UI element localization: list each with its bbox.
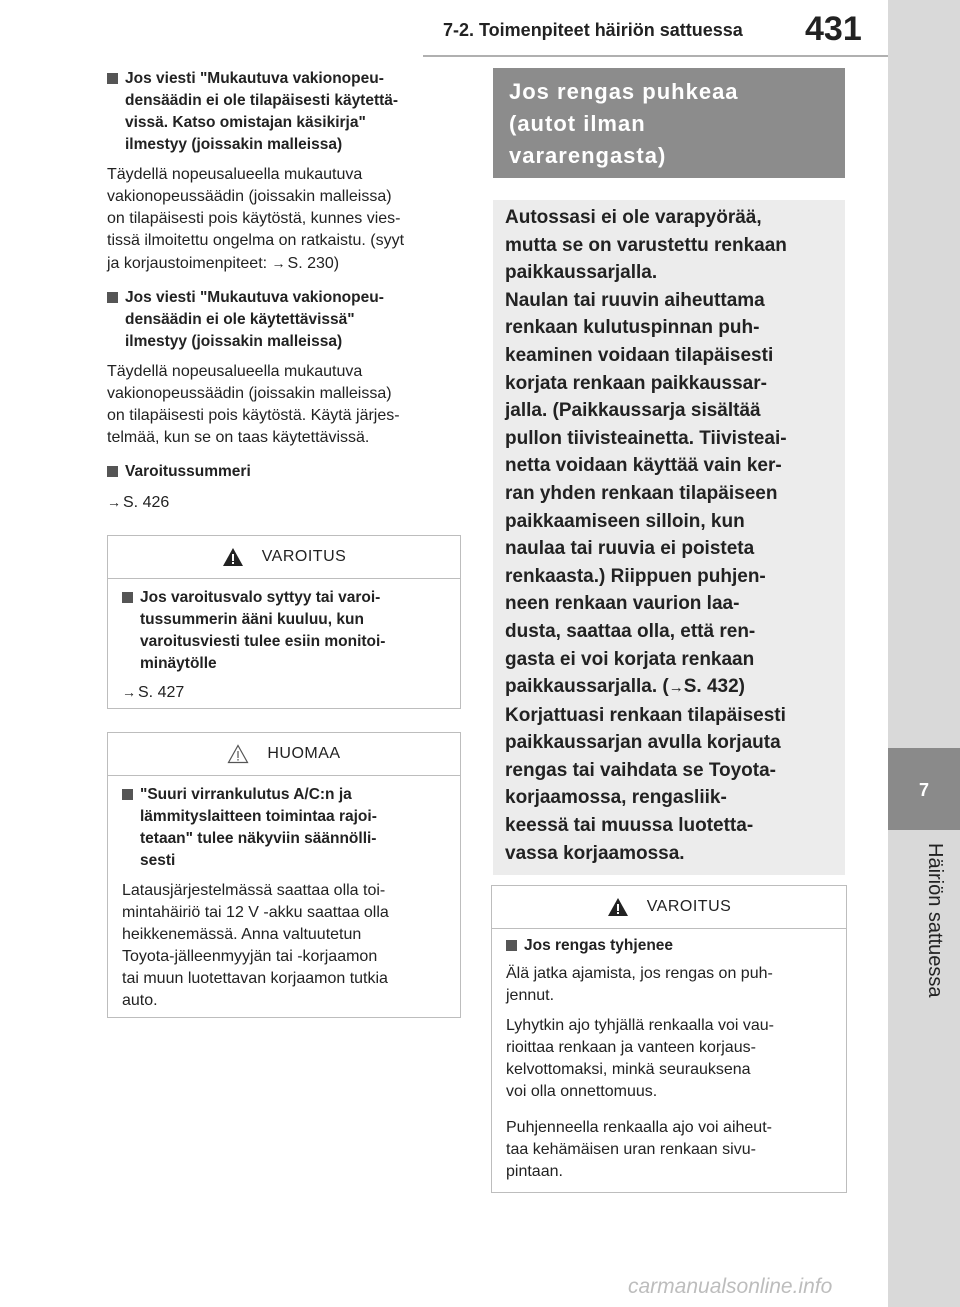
arrow-right-icon: →	[122, 684, 136, 700]
arrow-right-icon: →	[668, 679, 684, 697]
notice-box-header	[108, 733, 460, 776]
notice-box-body	[108, 776, 460, 1022]
warning-box-title: VAROITUS	[646, 898, 732, 915]
page-reference-link[interactable]: S. 427	[138, 684, 185, 701]
arrow-right-icon: →	[107, 494, 121, 510]
left-column	[107, 68, 463, 526]
watermark: carmanualsonline.info	[628, 1275, 833, 1298]
warning-heading	[122, 587, 446, 675]
section-body: Täydellä nopeusalueella mukautuva vakionopeussäädin (joissakin malleissa) on tilapäisesti pois käytöstä. Käytä järjes- telmää, kun se on taas käytettävissä.	[107, 363, 400, 446]
caution-triangle-icon	[227, 744, 249, 764]
bullet-square-icon	[107, 73, 118, 84]
chapter-number: 7	[918, 780, 929, 800]
warning-box-header	[108, 536, 460, 579]
bullet-square-icon	[506, 940, 517, 951]
notice-heading	[122, 784, 446, 872]
warning-paragraph: Älä jatka ajamista, jos rengas on puh- jennut.	[506, 965, 773, 1004]
warning-box-header	[492, 886, 846, 929]
section-heading	[107, 461, 463, 483]
topic-banner	[493, 68, 845, 178]
notice-heading-text: "Suuri virrankulutus A/C:n ja lämmityslaitteen toimintaa rajoi- tetaan" tulee näkyviin säännölli- sesti	[140, 786, 377, 869]
notice-box-title: HUOMAA	[267, 745, 341, 762]
warning-box	[491, 885, 847, 1193]
bullet-square-icon	[122, 592, 133, 603]
warning-box	[107, 535, 461, 709]
warning-paragraph: Puhjenneella renkaalla ajo voi aiheut- taa kehämäisen uran renkaan sivu- pintaan.	[506, 1119, 772, 1180]
arrow-right-icon: →	[271, 255, 286, 271]
section-heading	[107, 287, 463, 353]
intro-text-part: Korjattuasi renkaan tilapäisesti paikkaussarjan avulla korjauta rengas tai vaihdata se Toyota- korjaamossa, rengasliik- keessä tai muussa luotetta- vassa korjaamossa.	[505, 704, 786, 864]
page-reference-link[interactable]: S. 432)	[683, 676, 745, 698]
section-body-text: Täydellä nopeusalueella mukautuva vakionopeussäädin (joissakin malleissa) on tilapäisesti pois käytöstä, kunnes vies- tissä ilmoitettu ongelma on ratkaistu. (syyt ja korjaustoimenpiteet:	[107, 166, 405, 272]
intro-text-part: Autossasi ei ole varapyörää, mutta se on varustettu renkaan paikkaussarjalla. Naulan tai ruuvin aiheuttama renkaan kulutuspinnan puh- keaminen voidaan tilapäisesti korjata renkaan paikkaussar- jalla. (Paikkaussarja sisältää pullon tiivisteainetta. Tiivisteai- netta voidaan käyttää vain ker- ran yhden renkaan tilapäiseen paikkaamiseen silloin, kun naulaa tai ruuvia ei poisteta renkaasta.) Riippuen puhjen- neen renkaan vaurion laa- dusta, saattaa olla, että ren- gasta ei voi korjata renkaan paikkaussarjalla. (	[505, 207, 787, 698]
warning-heading-text: Jos varoitusvalo syttyy tai varoi- tussummerin ääni kuuluu, kun varoitusviesti tulee esiin monitoi- minäytölle	[140, 589, 386, 672]
section-body	[107, 491, 463, 514]
bullet-square-icon	[122, 789, 133, 800]
chapter-label: Häiriön sattuessa	[924, 843, 946, 998]
section-heading-text: Varoitussummeri	[125, 463, 251, 480]
warning-heading-text: Jos rengas tyhjenee	[524, 937, 674, 954]
warning-triangle-icon	[222, 547, 244, 567]
page-reference-link[interactable]: S. 426	[123, 494, 170, 511]
warning-paragraph: Lyhytkin ajo tyhjällä renkaalla voi vau- rioittaa renkaan ja vanteen korjaus- kelvottomaksi, minkä seurauksena voi olla onnettomuus.	[506, 1017, 774, 1100]
notice-body-text: Latausjärjestelmässä saattaa olla toi- mintahäiriö tai 12 V -akku saattaa olla heikkenemässä. Anna valtuutetun Toyota-jälleenmyyjän tai -korjaamon tai muun luotettavan korjaamon tutkia auto.	[122, 882, 389, 1009]
section-heading-text: Jos viesti "Mukautuva vakionopeu- densäädin ei ole käytettävissä" ilmestyy (joissakin malleissa)	[125, 289, 384, 350]
intro-box	[493, 200, 845, 875]
bullet-square-icon	[107, 466, 118, 477]
section-heading-text: Jos viesti "Mukautuva vakionopeu- densäädin ei ole tilapäisesti käytettä- vissä. Katso omistajan käsikirja" ilmestyy (joissakin malleissa)	[125, 70, 399, 153]
warning-heading	[506, 935, 832, 957]
chapter-side-tab	[888, 0, 960, 1307]
section-body	[107, 164, 463, 275]
page-reference-link[interactable]: S. 230)	[287, 255, 340, 272]
section-title: 7-2. Toimenpiteet häiriön sattuessa	[443, 20, 743, 40]
warning-reference	[122, 681, 446, 704]
topic-title: Jos rengas puhkeaa (autot ilman vararengasta)	[509, 79, 739, 168]
intro-text	[505, 204, 839, 867]
warning-box-title: VAROITUS	[261, 548, 347, 565]
header-divider	[423, 55, 888, 57]
bullet-square-icon	[107, 292, 118, 303]
section-heading	[107, 68, 463, 156]
chapter-marker	[888, 748, 960, 830]
warning-triangle-icon	[607, 897, 629, 917]
warning-box-body	[108, 579, 460, 714]
page-number: 431	[805, 10, 862, 48]
warning-box-body	[492, 929, 846, 1193]
page-header	[0, 0, 888, 60]
notice-box	[107, 732, 461, 1018]
